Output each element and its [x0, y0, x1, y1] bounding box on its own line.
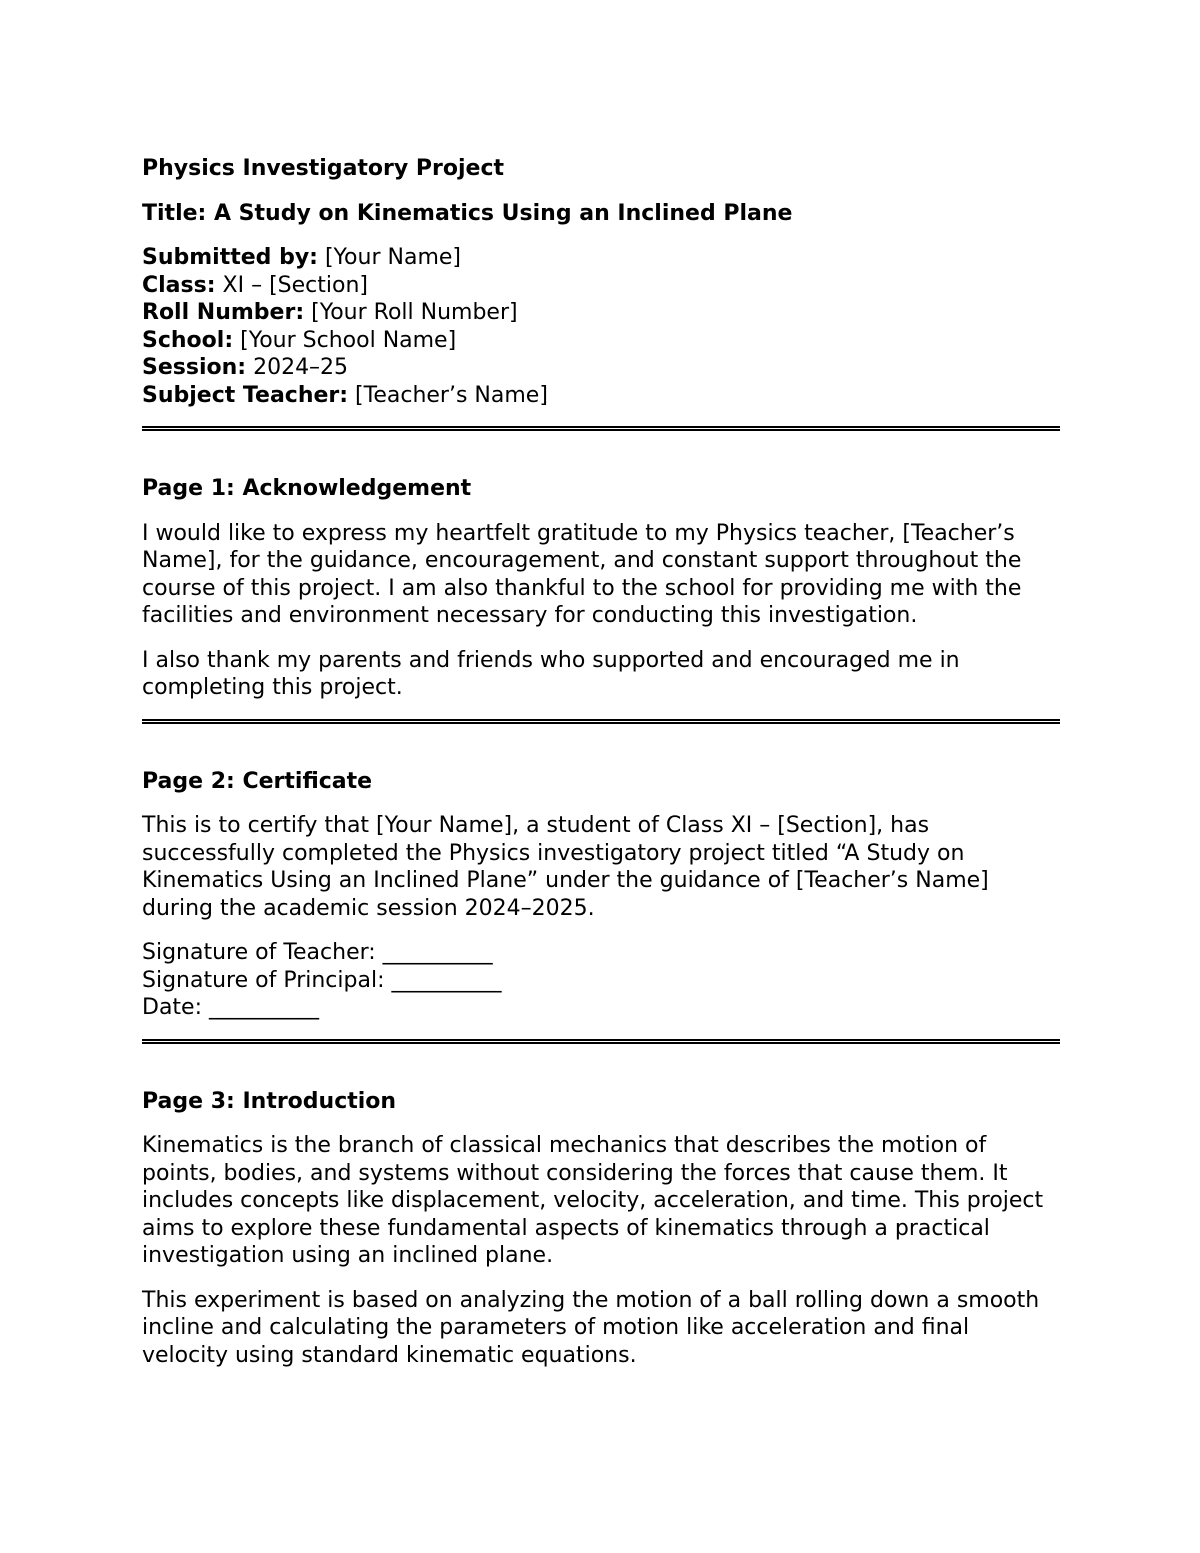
acknowledgement-paragraph: I also thank my parents and friends who supported and encouraged me in completing this project. — [142, 647, 960, 700]
document-page — [142, 155, 1060, 1369]
signature-principal-line: Signature of Principal: __________ — [142, 967, 502, 993]
acknowledgement-section — [142, 475, 1060, 702]
detail-roll-number — [142, 299, 1060, 327]
detail-subject-teacher — [142, 382, 1060, 410]
acknowledgement-heading: Page 1: Acknowledgement — [142, 476, 472, 501]
introduction-paragraph: Kinematics is the branch of classical mechanics that describes the motion of points, bodies, and systems without considering the forces that cause them. It includes concepts like displacement, velocity, acceleration, and time. This project aims to explore these fundamental aspects of kinematics through a practical investigation using an inclined plane. — [142, 1133, 1044, 1268]
detail-value: XI – [Section] — [215, 272, 368, 298]
acknowledgement-paragraph: I would like to express my heartfelt gratitude to my Physics teacher, [Teacher’s Name], for the guidance, encouragement, and constant support throughout the course of this project. I am also thankful to the school for providing me with the facilities and environment necessary for conducting this investigation. — [142, 520, 1022, 628]
detail-submitted-by — [142, 244, 1060, 272]
detail-session — [142, 354, 1060, 382]
project-details — [142, 244, 1060, 409]
section-divider — [142, 719, 1060, 724]
certificate-heading: Page 2: Certificate — [142, 768, 373, 794]
detail-label: School: — [142, 327, 234, 353]
signature-block — [142, 939, 1060, 1022]
detail-value: [Your Name] — [317, 245, 461, 270]
detail-value: [Your School Name] — [233, 327, 457, 353]
document-title: Title: A Study on Kinematics Using an Inclined Plane — [142, 200, 793, 226]
introduction-paragraph: This experiment is based on analyzing the motion of a ball rolling down a smooth incline and calculating the parameters of motion like acceleration and final velocity using standard kinematic equations. — [142, 1287, 1040, 1368]
date-line: Date: __________ — [142, 995, 319, 1020]
signature-teacher-line: Signature of Teacher: __________ — [142, 940, 493, 965]
section-divider — [142, 1039, 1060, 1044]
detail-value: 2024–25 — [246, 355, 349, 380]
detail-label: Session: — [142, 355, 247, 380]
detail-label: Subject Teacher: — [142, 382, 349, 408]
detail-value: [Your Roll Number] — [304, 300, 518, 325]
certificate-paragraph: This is to certify that [Your Name], a student of Class XI – [Section], has successfully completed the Physics investigatory project titled “A Study on Kinematics Using an Inclined Plane” under the guidance of [Teacher’s Name] during the academic session 2024–2025. — [142, 813, 989, 921]
detail-value: [Teacher’s Name] — [348, 382, 548, 408]
detail-label: Submitted by: — [142, 245, 318, 270]
detail-label: Class: — [142, 272, 216, 298]
detail-class — [142, 272, 1060, 300]
certificate-section — [142, 768, 1060, 1022]
introduction-heading: Page 3: Introduction — [142, 1088, 397, 1114]
document-heading: Physics Investigatory Project — [142, 156, 505, 181]
section-divider — [142, 426, 1060, 431]
detail-label: Roll Number: — [142, 300, 305, 325]
detail-school — [142, 327, 1060, 355]
introduction-section — [142, 1088, 1060, 1370]
